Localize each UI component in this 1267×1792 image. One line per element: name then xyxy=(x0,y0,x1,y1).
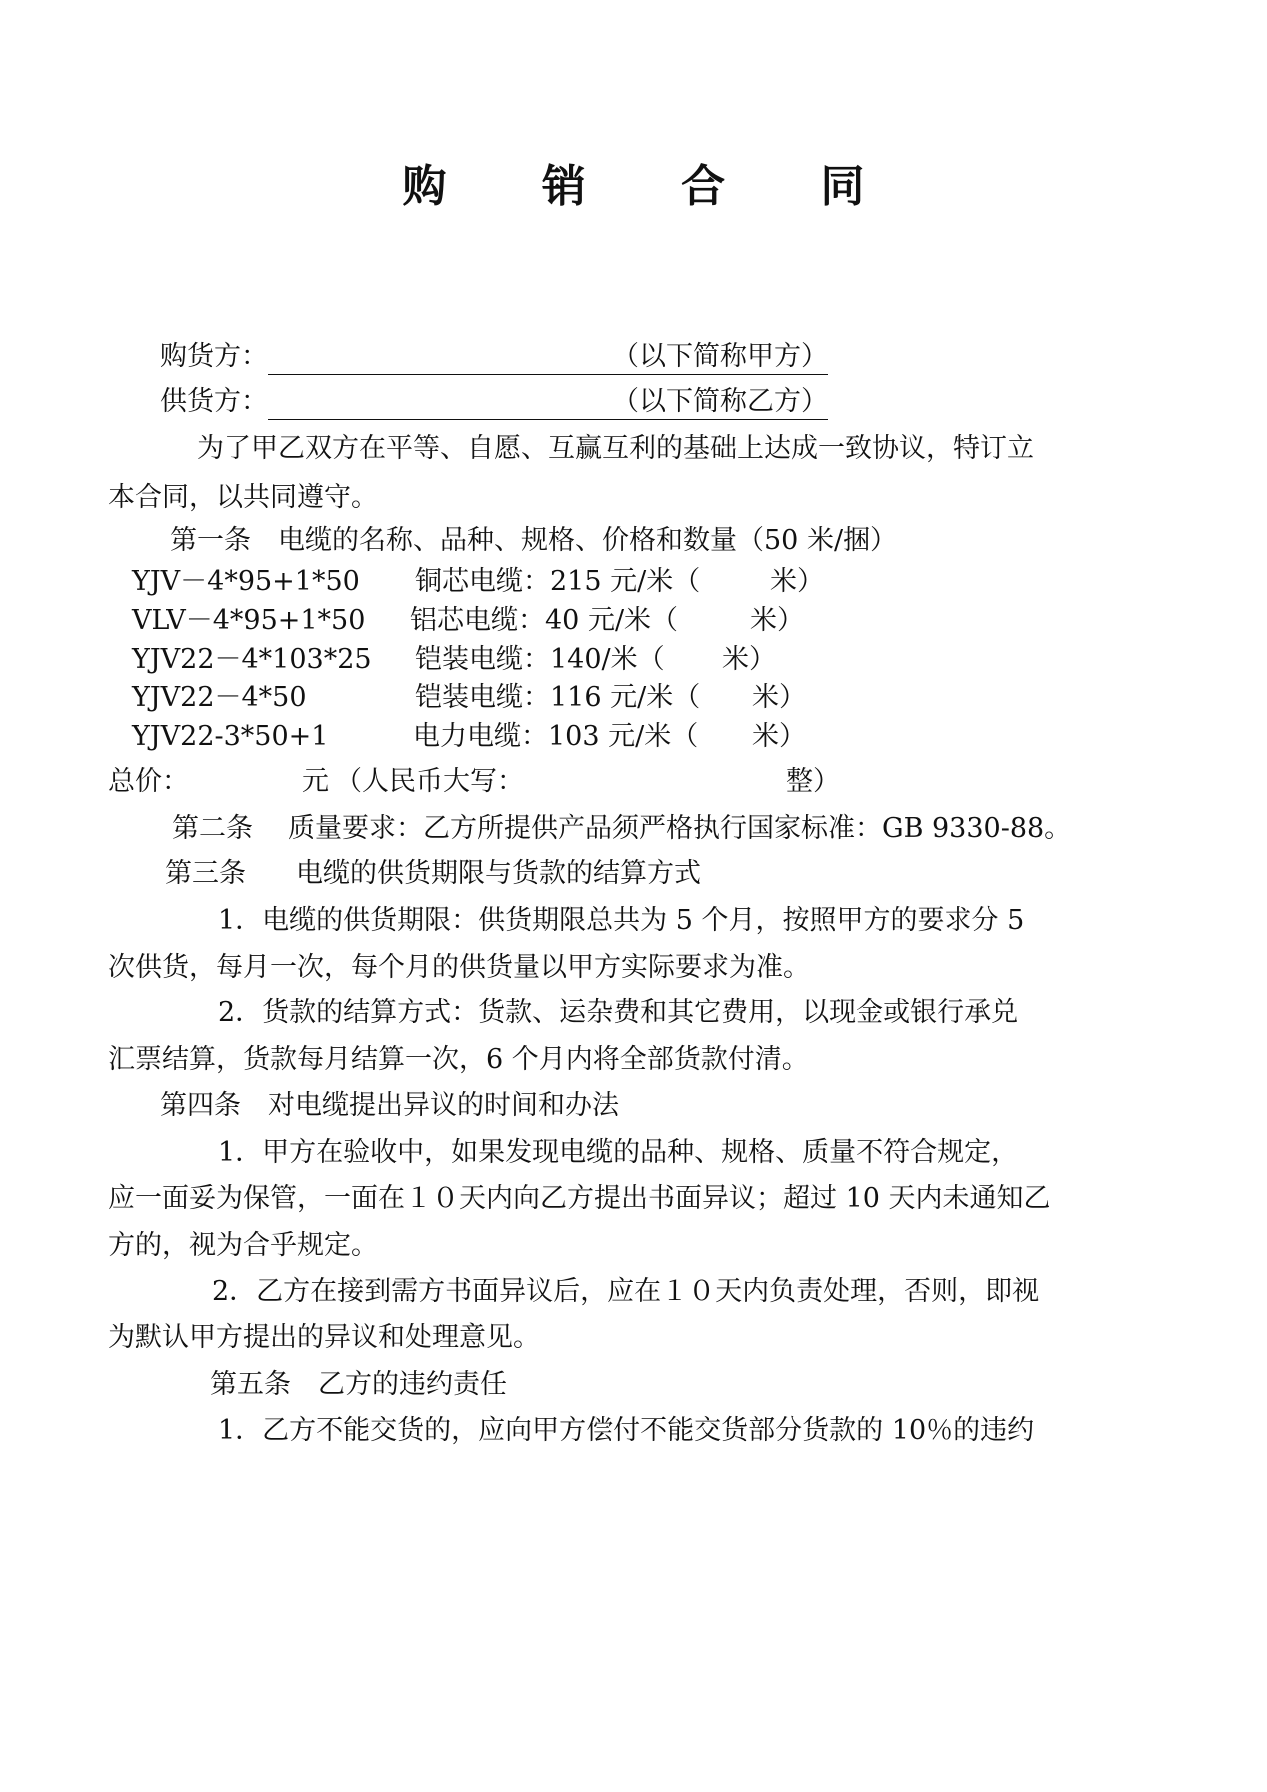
article-3-item-2-line-2: 汇票结算，货款每月结算一次，6 个月内将全部货款付清。 xyxy=(108,1044,809,1075)
total-label: 总价： xyxy=(108,766,189,797)
buyer-label: 购货方： xyxy=(160,341,268,372)
product-model: VLV－4*95+1*50 xyxy=(132,605,366,636)
article-5-item-1-line-1: 1．乙方不能交货的，应向甲方偿付不能交货部分货款的 10％的违约 xyxy=(218,1415,1035,1446)
product-model: YJV22－4*103*25 xyxy=(132,644,372,675)
product-desc: 铜芯电缆：215 元/米（ xyxy=(415,566,701,597)
supplier-line xyxy=(160,385,828,420)
product-unit: 米） xyxy=(770,566,824,597)
product-desc: 铝芯电缆：40 元/米（ xyxy=(410,605,679,636)
buyer-note: （以下简称甲方） xyxy=(612,341,828,372)
product-desc: 铠装电缆：140/米（ xyxy=(415,644,665,675)
article-5-heading: 第五条 乙方的违约责任 xyxy=(210,1369,507,1400)
article-4-item-1-line-1: 1．甲方在验收中，如果发现电缆的品种、规格、质量不符合规定， xyxy=(218,1137,1019,1168)
article-3-item-1-line-2: 次供货，每月一次，每个月的供货量以甲方实际要求为准。 xyxy=(108,952,810,983)
product-desc: 铠装电缆：116 元/米（ xyxy=(415,682,701,713)
article-4-item-2-line-1: 2．乙方在接到需方书面异议后，应在１０天内负责处理，否则，即视 xyxy=(212,1276,1040,1307)
product-unit: 米） xyxy=(722,644,776,675)
document-title: 购 销 合 同 xyxy=(402,161,905,212)
article-1-heading: 第一条 电缆的名称、品种、规格、价格和数量（50 米/捆） xyxy=(170,525,898,556)
product-unit: 米） xyxy=(750,605,804,636)
supplier-name-field[interactable] xyxy=(268,385,828,420)
buyer-line xyxy=(160,340,828,375)
product-desc: 电力电缆：103 元/米（ xyxy=(413,721,699,752)
product-unit: 米） xyxy=(752,721,806,752)
product-model: YJV22－4*50 xyxy=(132,682,307,713)
article-3-title: 电缆的供货期限与货款的结算方式 xyxy=(296,858,701,889)
article-2-text: 质量要求：乙方所提供产品须严格执行国家标准：GB 9330-88。 xyxy=(288,813,1072,844)
article-4-item-1-line-2: 应一面妥为保管，一面在１０天内向乙方提出书面异议；超过 10 天内未通知乙 xyxy=(108,1183,1051,1214)
intro-line-1: 为了甲乙双方在平等、自愿、互赢互利的基础上达成一致协议，特订立 xyxy=(197,433,1034,464)
article-3-item-2-line-1: 2．货款的结算方式：货款、运杂费和其它费用，以现金或银行承兑 xyxy=(218,997,1019,1028)
article-2-heading: 第二条 xyxy=(172,813,253,844)
total-end: 整） xyxy=(786,766,840,797)
buyer-name-field[interactable] xyxy=(268,340,828,375)
product-model: YJV22-3*50+1 xyxy=(132,721,329,752)
article-4-item-1-line-3: 方的，视为合乎规定。 xyxy=(108,1230,378,1261)
supplier-note: （以下简称乙方） xyxy=(612,386,828,417)
article-3-item-1-line-1: 1．电缆的供货期限：供货期限总共为 5 个月，按照甲方的要求分 5 xyxy=(218,905,1025,936)
product-unit: 米） xyxy=(752,682,806,713)
intro-line-2: 本合同，以共同遵守。 xyxy=(108,482,378,513)
article-3-heading: 第三条 xyxy=(165,858,246,889)
product-model: YJV－4*95+1*50 xyxy=(132,566,360,597)
supplier-label: 供货方： xyxy=(160,386,268,417)
total-rmb-label: （人民币大写： xyxy=(335,766,524,797)
total-yuan: 元 xyxy=(302,766,329,797)
article-4-heading: 第四条 对电缆提出异议的时间和办法 xyxy=(160,1090,619,1121)
article-4-item-2-line-2: 为默认甲方提出的异议和处理意见。 xyxy=(108,1322,540,1353)
